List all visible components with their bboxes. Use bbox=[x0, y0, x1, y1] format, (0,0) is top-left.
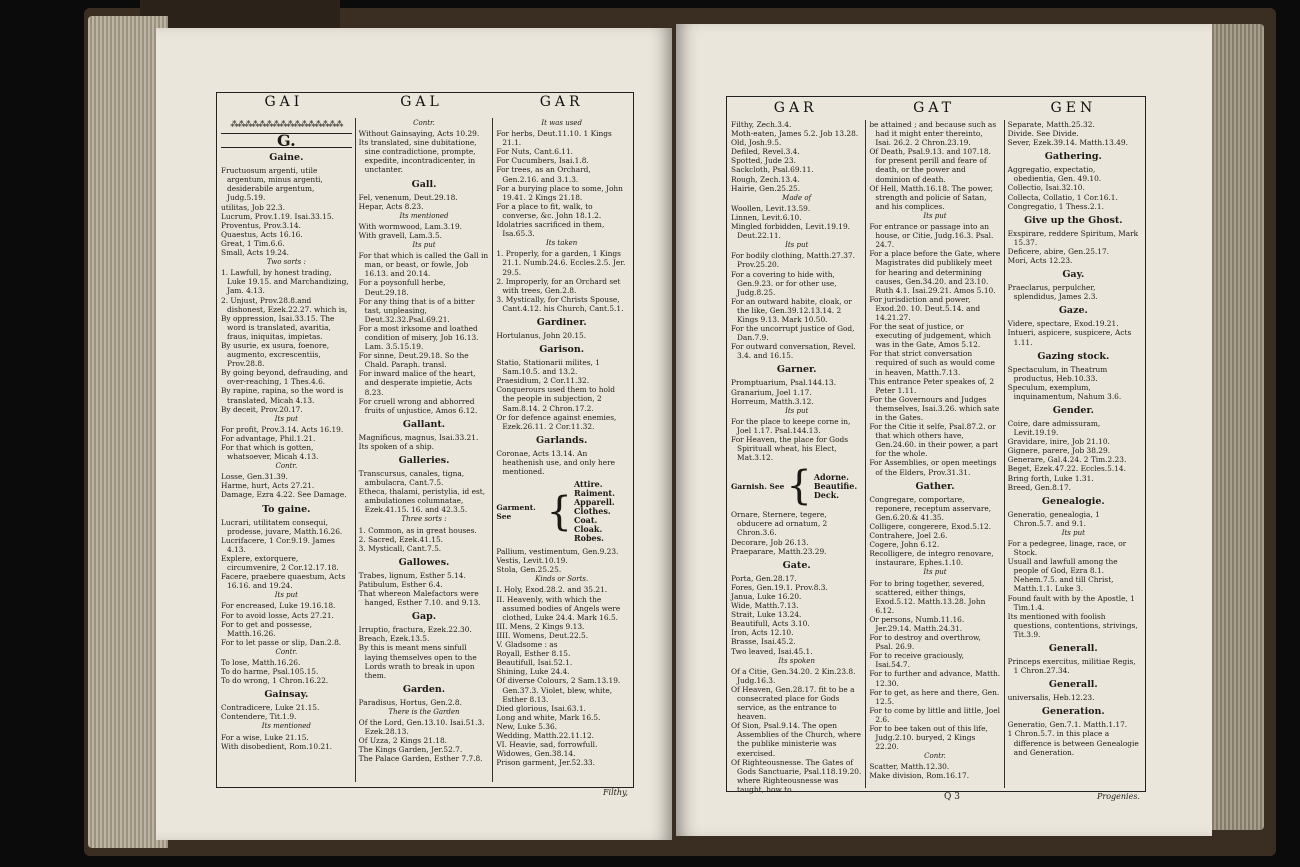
entry-line: Or persons, Numb.11.16. Jer.29.14. Matth.24.31. bbox=[869, 614, 965, 633]
entry-line: 2. Unjust, Prov.28.8.and dishonest, Ezek.22.27. which is, bbox=[221, 295, 348, 314]
entry-line: Widowes, Gen.38.14. bbox=[496, 749, 576, 759]
entry-line: For the uncorrupt justice of God, Dan.7.9. bbox=[731, 324, 855, 343]
entry-line: For outward conversation, Revel. 3.4. and 16.15. bbox=[731, 342, 856, 361]
entry-line: 2. Improperly, for an Orchard set with trees, Gen.2.8. bbox=[496, 276, 621, 295]
entry-line: For Nuts, Cant.6.11. bbox=[496, 147, 574, 157]
subheading: Its put bbox=[412, 241, 436, 250]
entry-line: Mori, Acts 12.23. bbox=[1007, 256, 1073, 266]
entry-line: Idolatries sacrificed in them, Isa.65.3. bbox=[496, 220, 605, 239]
entry-line: Lucrum, Prov.1.19. Isai.33.15. bbox=[221, 211, 334, 221]
entry-line: Breach, Ezek.13.5. bbox=[358, 634, 430, 644]
entry-line: For a burying place to some, John 19.41. 2 Kings 21.18. bbox=[496, 183, 623, 202]
entry-line: Generatio, Gen.7.1. Matth.1.17. bbox=[1007, 720, 1128, 730]
entry-line: Found fault with by the Apostle, 1 Tim.1.4. bbox=[1007, 593, 1135, 612]
right-columns bbox=[728, 120, 1142, 794]
entry-line: For to avoid losse, Acts 27.21. bbox=[221, 610, 334, 620]
entry-heading: Gaine. bbox=[269, 152, 304, 164]
entry-line: Gignere, parere, Job 38.29. bbox=[1007, 446, 1111, 456]
entry-line: Prison garment, Jer.52.33. bbox=[496, 758, 595, 768]
entry-heading: Gall. bbox=[411, 178, 437, 190]
entry-line: Of Hell, Matth.16.18. The power, strength and policie of Satan, and his complices. bbox=[869, 183, 993, 211]
entry-line: Trabes, lignum, Esther 5.14. bbox=[358, 570, 466, 580]
entry-line: 1. Properly, for a garden, 1 Kings 21.1. Numb.24.6. Eccles.2.5. Jer. 29.5. bbox=[496, 249, 626, 277]
entry-line: Explere, extorquere, circumvenire, 2 Cor.12.17.18. bbox=[221, 553, 339, 573]
left-col-2 bbox=[356, 118, 494, 782]
cross-reference-brace bbox=[496, 480, 627, 543]
entry-line: For trees, as an Orchard, Gen.2.16. and 3.1.3. bbox=[496, 165, 591, 184]
entry-line: Recolligere, de integro renovare, instaurare, Ephes.1.10. bbox=[869, 549, 994, 568]
entry-line: Hairie, Gen.25.25. bbox=[731, 183, 801, 193]
entry-line: Statio, Stationarii milites, 1 Sam.10.5. and 13.2. bbox=[496, 358, 600, 377]
entry-line: Divide. See Divide. bbox=[1007, 129, 1079, 139]
entry-line: Granarium, Joel 1.17. bbox=[731, 387, 812, 397]
section-letter: G. bbox=[221, 133, 352, 148]
entry-line: For inward malice of the heart, and desperate impietie, Acts 8.23. bbox=[358, 369, 476, 397]
entry-line: Fores, Gen.19.1. Prov.8.3. bbox=[731, 582, 828, 592]
entry-line: Praeparare, Matth.23.29. bbox=[731, 546, 827, 556]
entry-line: III. Mens, 2 Kings 9.13. bbox=[496, 621, 585, 631]
entry-line: Of Righteousnesse. The Gates of Gods Sanctuarie, Psal.118.19.20. where Righteousnesse was taught, how to bbox=[731, 757, 862, 794]
subheading: Kinds or Sorts. bbox=[535, 575, 589, 584]
subheading: It was used bbox=[541, 119, 582, 127]
entry-line: The Palace Garden, Esther 7.7.8. bbox=[358, 754, 483, 764]
entry-line: Sever, Ezek.39.14. Matth.13.49. bbox=[1007, 138, 1128, 148]
entry-line: For a pedegree, linage, race, or Stock. bbox=[1007, 539, 1127, 558]
entry-line: Beget, Ezek.47.22. Eccles.5.14. bbox=[1007, 464, 1126, 474]
entry-line: Two leaved, Isai.45.1. bbox=[731, 646, 813, 656]
subheading: Its mentioned bbox=[399, 211, 449, 220]
entry-line: Promptuarium, Psal.144.13. bbox=[731, 378, 837, 388]
entry-line: New, Luke 5.36. bbox=[496, 721, 558, 731]
subheading: Its put bbox=[785, 241, 809, 250]
entry-line: Lucrari, utilitatem consequi, prodesse, juvare, Matth.16.26. bbox=[221, 517, 343, 536]
subheading: Its put bbox=[923, 568, 947, 577]
entry-line: By this is meant mens sinfull laying themselves open to the Lords wrath to break in upon them. bbox=[358, 643, 477, 680]
entry-heading: Garison. bbox=[539, 344, 585, 356]
left-columns bbox=[218, 118, 630, 782]
entry-line: Shining, Luke 24.4. bbox=[496, 667, 570, 677]
entry-line: Proventus, Prov.3.14. bbox=[221, 220, 301, 230]
entry-line: Beautifull, Acts 3.10. bbox=[731, 619, 810, 629]
entry-line: For to get and possesse, Matth.16.26. bbox=[221, 619, 312, 638]
entry-line: Irruptio, fractura, Ezek.22.30. bbox=[358, 625, 472, 635]
entry-line: Wedding, Matth.22.11.12. bbox=[496, 730, 595, 740]
entry-line: Decorare, Job 26.13. bbox=[731, 537, 809, 547]
entry-line: Woollen, Levit.13.59. bbox=[731, 203, 811, 213]
entry-line: This entrance Peter speakes of, 2 Peter 1.11. bbox=[869, 376, 995, 395]
entry-line: Scatter, Matth.12.30. bbox=[869, 762, 950, 772]
entry-line: Hortulanus, John 20.15. bbox=[496, 330, 587, 340]
entry-heading: Give up the Ghost. bbox=[1024, 214, 1123, 226]
entry-line: For to further and advance, Matth. 12.30. bbox=[869, 669, 1001, 688]
entry-line: Harme, hurt, Acts 27.21. bbox=[221, 481, 315, 491]
entry-heading: Gate. bbox=[782, 559, 811, 571]
left-col-3 bbox=[493, 118, 630, 782]
entry-heading: Gay. bbox=[1062, 269, 1085, 281]
entry-line: Conquerours used them to hold the people in subjection, 2 Sam.8.14. 2 Chron.17.2. bbox=[496, 385, 616, 413]
subheading: Contr. bbox=[275, 647, 298, 656]
entry-line: Intueri, aspicere, suspicere, Acts 1.11. bbox=[1007, 328, 1132, 347]
entry-line: Strait, Luke 13.24. bbox=[731, 610, 802, 620]
subheading: Its put bbox=[923, 211, 947, 220]
entry-line: Mingled forbidden, Levit.19.19. Deut.22.11. bbox=[731, 222, 850, 241]
entry-heading: Gaze. bbox=[1058, 305, 1088, 317]
entry-line: Died glorious, Isai.63.1. bbox=[496, 703, 586, 713]
entry-line: Separate, Matth.25.32. bbox=[1007, 120, 1095, 129]
entry-heading: Gainsay. bbox=[264, 689, 309, 701]
entry-line: Filthy, Zech.3.4. bbox=[731, 120, 792, 129]
entry-heading: Genealogie. bbox=[1041, 495, 1105, 507]
entry-line: For Heaven, the place for Gods Spirituall wheat, his Elect, Mat.3.12. bbox=[731, 435, 849, 463]
entry-line: Ornare, Sternere, tegere, obducere ad ornatum, 2 Chron.3.6. bbox=[731, 510, 828, 538]
entry-line: Its spoken of a ship. bbox=[358, 441, 434, 451]
brace-item: Raiment. bbox=[573, 488, 615, 499]
entry-line: Pallium, vestimentum, Gen.9.23. bbox=[496, 547, 619, 557]
entry-line: 2. Sacred, Ezek.41.15. bbox=[358, 534, 444, 544]
subheading: Three sorts : bbox=[401, 515, 447, 524]
entry-line: With disobedient, Rom.10.21. bbox=[221, 741, 333, 751]
entry-line: For to come by little and little, Joel 2.6. bbox=[869, 705, 1000, 724]
entry-line: Generare, Gal.4.24. 2 Tim.2.23. bbox=[1007, 455, 1127, 465]
entry-line: For Assemblies, or open meetings of the Elders, Prov.31.31. bbox=[869, 458, 997, 477]
entry-line: For to let passe or slip, Dan.2.8. bbox=[221, 637, 342, 647]
entry-line: Praeclarus, perpulcher, splendidus, James 2.3. bbox=[1007, 283, 1098, 302]
entry-line: Wide, Matth.7.13. bbox=[731, 601, 799, 611]
page-signature: Q 3 bbox=[944, 792, 960, 802]
entry-line: For a poysonfull herbe, Deut.29.18. bbox=[358, 278, 446, 297]
entry-line: By usurie, ex usura, foenore, augmento, excrescentiis, Prov.28.8. bbox=[221, 340, 330, 369]
brace-item: Deck. bbox=[813, 489, 840, 500]
entry-line: Transcursus, canales, tigna, ambulacra, Cant.7.5. bbox=[358, 469, 465, 488]
catchword: Filthy, bbox=[602, 788, 628, 797]
entry-line: Usuall and lawfull among the people of God, Ezra 8.1. Nehem.7.5. and till Christ, Matth.1.1. Luke 3. bbox=[1007, 557, 1118, 594]
entry-heading: Garden. bbox=[402, 683, 446, 695]
running-head: GAT bbox=[913, 100, 956, 116]
entry-line: V. Gladsome : as bbox=[496, 640, 558, 650]
entry-line: For to bring together, severed, scattered, either things, Exod.5.12. Matth.13.28. John 6.12. bbox=[869, 578, 986, 615]
brace-items bbox=[574, 480, 627, 543]
entry-line: Royall, Esther 8.15. bbox=[496, 649, 571, 659]
entry-line: For to receive graciously, Isai.54.7. bbox=[869, 651, 964, 670]
entry-heading: Galleries. bbox=[398, 455, 450, 466]
entry-line: By going beyond, defrauding, and over-reaching, 1 Thes.4.6. bbox=[221, 368, 348, 387]
entry-line: Collectio, Isai.32.10. bbox=[1007, 183, 1085, 193]
entry-line: For cruell wrong and abhorred fruits of unjustice, Amos 6.12. bbox=[358, 396, 478, 415]
entry-line: Cogere, John 6.12. bbox=[869, 540, 940, 550]
entry-heading: Gather. bbox=[915, 480, 955, 492]
entry-line: utilitas, Job 22.3. bbox=[221, 202, 285, 212]
subheading: Contr. bbox=[413, 119, 435, 127]
entry-line: For to get, as here and there, Gen. 12.5. bbox=[869, 687, 1000, 706]
entry-heading: Gallowes. bbox=[398, 556, 450, 568]
entry-line: Without Gainsaying, Acts 10.29. bbox=[358, 129, 480, 139]
entry-line: Great, 1 Tim.6.6. bbox=[221, 238, 285, 248]
entry-line: Contradicere, Luke 21.15. bbox=[221, 703, 320, 713]
entry-line: Bring forth, Luke 1.31. bbox=[1007, 473, 1094, 483]
subheading: Its taken bbox=[546, 239, 578, 248]
entry-heading: Gallant. bbox=[402, 418, 446, 430]
entry-line: 1. Lawfull, by honest trading, Luke 19.15. and Marchandizing, Jam. 4.13. bbox=[221, 268, 349, 296]
entry-line: Videre, spectare, Exod.19.21. bbox=[1007, 319, 1119, 329]
brace-label: Garnish. See bbox=[731, 481, 785, 491]
entry-line: Horreum, Matth.3.12. bbox=[731, 396, 814, 406]
entry-line: Of the Lord, Gen.13.10. Isai.51.3. Ezek.28.13. bbox=[358, 717, 485, 737]
entry-line: IIII. Womens, Deut.22.5. bbox=[496, 630, 589, 640]
entry-line: Losse, Gen.31.39. bbox=[221, 472, 288, 482]
brace-item: Adorne. bbox=[813, 471, 849, 482]
entry-line: Breed, Gen.8.17. bbox=[1007, 482, 1071, 492]
subheading: Its put bbox=[274, 591, 298, 600]
entry-line: Contrahere, Joel 2.6. bbox=[869, 531, 948, 541]
subheading: Its put bbox=[785, 406, 809, 415]
entry-line: Praesidium, 2 Cor.11.32. bbox=[496, 376, 590, 386]
subheading: There is the Garden bbox=[388, 707, 460, 716]
entry-heading: Garner. bbox=[776, 364, 817, 376]
entry-line: Long and white, Mark 16.5. bbox=[496, 712, 601, 722]
entry-line: universalis, Heb.12.23. bbox=[1007, 693, 1095, 703]
entry-line: Small, Acts 19.24. bbox=[221, 248, 289, 258]
entry-line: For advantage, Phil.1.21. bbox=[221, 433, 316, 443]
entry-line: I. Holy, Exod.28.2. and 35.21. bbox=[496, 585, 608, 595]
entry-heading: Garlands. bbox=[536, 434, 588, 446]
entry-line: II. Heavenly, with which the assumed bodies of Angels were clothed, Luke 24.4. Mark 16.5. bbox=[496, 594, 621, 622]
entry-line: Deficere, abire, Gen.25.17. bbox=[1007, 246, 1110, 256]
entry-line: 1. Common, as in great houses. bbox=[358, 525, 477, 535]
entry-line: For the Governours and Judges themselves, Isai.3.26. which sate in the Gates. bbox=[869, 394, 1000, 422]
entry-line: Lucrifacere, 1 Cor.9.19. James 4.13. bbox=[221, 535, 335, 554]
entry-line: For an outward habite, cloak, or the like, Gen.39.12.13.14. 2 Kings 9.13. Mark 10.50. bbox=[731, 296, 852, 324]
entry-line: Contendere, Tit.1.9. bbox=[221, 712, 297, 722]
entry-line: Fructuosum argenti, utile argentum, minus argenti, desiderabile argentum, Judg.5.19. bbox=[221, 166, 323, 203]
right-col-1 bbox=[728, 120, 866, 794]
brace-item: Apparell. bbox=[573, 497, 615, 508]
entry-line: Beautifull, Isai.52.1. bbox=[496, 658, 573, 668]
entry-line: For herbs, Deut.11.10. 1 Kings 21.1. bbox=[496, 129, 612, 148]
entry-line: For Cucumbers, Isai.1.8. bbox=[496, 156, 589, 166]
entry-line: For to bee taken out of this life, Judg.2.10. buryed, 2 Kings 22.20. bbox=[869, 724, 988, 752]
entry-line: For a covering to hide with, Gen.9.23. or for other use, Judg.8.25. bbox=[731, 269, 837, 297]
entry-heading: Gender. bbox=[1052, 404, 1094, 416]
entry-line: The Kings Garden, Jer.52.7. bbox=[358, 745, 463, 755]
entry-line: For any thing that is of a bitter tast, unpleasing, Deut.32.32.Psal.69.21. bbox=[358, 296, 475, 324]
entry-line: Aggregatio, expectatio, obedientia, Gen. 49.10. bbox=[1007, 165, 1102, 184]
entry-line: For encreased, Luke 19.16.18. bbox=[221, 601, 336, 611]
entry-line: Magnificus, magnus, Isai.33.21. bbox=[358, 432, 479, 442]
entry-line: Stola, Gen.25.25. bbox=[496, 565, 562, 575]
entry-line: Etheca, thalami, peristylia, id est, ambulationes columnatae, Ezek.41.15. 16. and 42.3.5. bbox=[358, 487, 486, 515]
subheading: Its mentioned bbox=[261, 722, 311, 731]
entry-line: Facere, praebere quaestum, Acts 16.16. and 19.24. bbox=[221, 572, 346, 591]
entry-heading: Generation. bbox=[1041, 706, 1105, 718]
entry-line: 3. Mystically, for Christs Spouse, Cant.4.12. his Church, Cant.5.1. bbox=[496, 294, 624, 313]
entry-line: Iron, Acts 12.10. bbox=[731, 628, 794, 638]
entry-line: For bodily clothing, Matth.27.37. Prov.25.20. bbox=[731, 251, 855, 270]
right-col-2 bbox=[866, 120, 1004, 788]
entry-line: 1 Chron.5.7. in this place a difference is between Genealogie and Generation. bbox=[1007, 729, 1139, 757]
entry-line: To lose, Matth.16.26. bbox=[221, 657, 301, 667]
running-head: GEN bbox=[1050, 100, 1097, 116]
entry-line: For the seat of justice, or executing of judgement, which was in the Gate, Amos 5.12. bbox=[869, 322, 991, 350]
entry-line: 3. Mysticall, Cant.7.5. bbox=[358, 543, 442, 553]
entry-line: Rough, Zech.13.4. bbox=[731, 174, 800, 184]
entry-heading: Gazing stock. bbox=[1037, 350, 1110, 362]
entry-line: Its translated, sine dubitatione, sine contradictione, prompte, expedite, incontradicenter, in unctanter. bbox=[358, 138, 477, 175]
entry-line: For to destroy and overthrow, Psal. 26.9. bbox=[869, 633, 981, 652]
entry-line: For jurisdiction and power, Exod.20. 10. Deut.5.14. and 14.21.27. bbox=[869, 294, 981, 322]
entry-line: Vestis, Levit.10.19. bbox=[496, 556, 568, 566]
running-head: GAR bbox=[539, 94, 584, 110]
brace-item: Clothes. Coat. bbox=[573, 506, 611, 526]
right-col-3 bbox=[1005, 120, 1142, 788]
entry-line: Speculum, exemplum, inquinamentum, Nahum 3.6. bbox=[1007, 382, 1122, 401]
entry-line: Moth-eaten, James 5.2. Job 13.28. bbox=[731, 129, 859, 139]
subheading: Two sorts : bbox=[266, 258, 306, 267]
entry-line: For a place to fit, walk, to converse, &c. John 18.1.2. bbox=[496, 201, 602, 220]
entry-line: To do wrong, 1 Chron.16.22. bbox=[221, 676, 329, 686]
entry-line: Make division, Rom.16.17. bbox=[869, 771, 970, 781]
entry-line: Quaestus, Acts 16.16. bbox=[221, 229, 303, 239]
subheading: Made of bbox=[782, 193, 812, 202]
entry-line: Spotted, Jude 23. bbox=[731, 156, 796, 166]
entry-line: Linnen, Levit.6.10. bbox=[731, 212, 802, 222]
entry-line: Fel, venenum, Deut.29.18. bbox=[358, 192, 458, 202]
right-running-heads bbox=[726, 100, 1144, 116]
entry-line: Damage, Ezra 4.22. See Damage. bbox=[221, 490, 347, 500]
brace-item: Beautifie. bbox=[813, 480, 858, 491]
entry-line: be attained ; and because such as had it might enter thereinto, Isai. 26.2. 2 Chron.23.19. bbox=[869, 120, 997, 148]
entry-line: By deceit, Prov.20.17. bbox=[221, 404, 303, 414]
entry-line: Exspirare, reddere Spiritum, Mark 15.37. bbox=[1007, 228, 1139, 247]
entry-line: Congregare, comportare, reponere, receptum asservare, Gen.6.20.& 41.35. bbox=[869, 494, 992, 522]
entry-line: Paradisus, Hortus, Gen.2.8. bbox=[358, 697, 462, 707]
left-running-heads bbox=[216, 94, 632, 110]
entry-line: Coire, dare admissuram, Levit.19.19. bbox=[1007, 418, 1101, 438]
entry-line: With gravell, Lam.3.5. bbox=[358, 230, 443, 240]
entry-line: Sackcloth, Psal.69.11. bbox=[731, 165, 814, 175]
entry-line: Brasse, Isai.45.2. bbox=[731, 637, 796, 647]
entry-line: For a place before the Gate, where Magistrates did publikely meet for hearing and determining causes, Gen.34.20. and 23.10. Ruth 4.1. Isai.29.21. Amos 5.10. bbox=[869, 249, 1001, 295]
entry-line: Janua, Luke 16.20. bbox=[731, 591, 802, 601]
catchword: Progenies. bbox=[1097, 792, 1140, 801]
entry-line: Of Death, Psal.9.13. and 107.18. for present perill and feare of death, or the power and dominion of death. bbox=[869, 147, 991, 184]
subheading: Its put bbox=[1061, 528, 1085, 537]
entry-line: Of Sion, Psal.9.14. The open Assemblies of the Church, where the publike ministerie was exercised. bbox=[731, 721, 861, 758]
entry-heading: Gardiner. bbox=[536, 316, 587, 328]
entry-line: For a most irksome and loathed condition of misery, Job 16.13. Lam. 3.5.15.19. bbox=[358, 323, 479, 352]
entry-heading: Gathering. bbox=[1044, 151, 1102, 163]
brace-item: Cloak. Robes. bbox=[573, 524, 604, 544]
entry-line: Of Uzza, 2 Kings 21.18. bbox=[358, 736, 448, 746]
entry-line: Or for defence against enemies, Ezek.26.11. 2 Cor.11.32. bbox=[496, 412, 617, 431]
entry-line: For that which is gotten, whatsoever, Micah 4.13. bbox=[221, 443, 319, 462]
running-head: GAI bbox=[264, 94, 304, 110]
entry-heading: Gap. bbox=[411, 611, 437, 623]
entry-line: For the place to keepe corne in, Joel 1.17. Psal.144.13. bbox=[731, 416, 851, 435]
entry-line: Coronae, Acts 13.14. An heathenish use, and only here mentioned. bbox=[496, 448, 616, 476]
entry-line: By rapine, rapina, so the word is translated, Micah 4.13. bbox=[221, 386, 344, 405]
brace-glyph: { bbox=[786, 463, 812, 510]
entry-line: To do harme, Psal.105.15. bbox=[221, 667, 319, 677]
running-head: GAL bbox=[400, 94, 443, 110]
entry-line: Of Heaven, Gen.28.17. fit to be a consecrated place for Gods service, as the entrance to heaven. bbox=[731, 684, 855, 722]
entry-line: Spectaculum, in Theatrum productus, Heb.10.33. bbox=[1007, 364, 1108, 383]
subheading: Its spoken bbox=[778, 656, 815, 665]
entry-line: For entrance or passage into an house, or Citie, Judg.16.3. Psal. 24.7. bbox=[869, 222, 994, 250]
brace-items bbox=[814, 473, 857, 500]
right-page bbox=[676, 24, 1212, 836]
entry-line: Patibulum, Esther 6.4. bbox=[358, 579, 443, 589]
subheading: Contr. bbox=[924, 752, 946, 761]
entry-line: For sinne, Deut.29.18. So the Chald. Paraph. transl. bbox=[358, 351, 469, 370]
entry-line: Princeps exercitus, militiae Regis, 1 Chron.27.34. bbox=[1007, 657, 1136, 676]
entry-line: Generatio, genealogia, 1 Chron.5.7. and 9.1. bbox=[1007, 509, 1100, 528]
left-page bbox=[156, 28, 672, 840]
entry-heading: To gaine. bbox=[262, 503, 311, 515]
entry-line: For profit, Prov.3.14. Acts 16.19. bbox=[221, 424, 344, 434]
entry-line: For that strict conversation required of such as would come in heaven, Matth.7.13. bbox=[869, 349, 995, 377]
entry-line: Colligere, congerere, Exod.5.12. bbox=[869, 521, 992, 531]
entry-line: Hepar, Acts 8.23. bbox=[358, 201, 424, 211]
entry-line: For that which is called the Gall in man, or beast, or fowle, Job 16.13. and 20.14. bbox=[358, 251, 489, 279]
entry-line: For a wise, Luke 21.15. bbox=[221, 732, 309, 742]
entry-line: Collecta, Collatio, 1 Cor.16.1. bbox=[1007, 192, 1118, 202]
entry-line: By oppression, Isai.33.15. The word is translated, avaritia, fraus, iniquitas, impietas. bbox=[221, 313, 335, 341]
brace-glyph: { bbox=[546, 488, 572, 535]
subheading: Its put bbox=[274, 414, 298, 423]
ornament-band: ⁂⁂⁂⁂⁂⁂⁂⁂⁂⁂⁂⁂⁂⁂⁂⁂ bbox=[230, 120, 343, 129]
subheading: Contr. bbox=[275, 462, 298, 471]
entry-line: For the Citie it selfe, Psal.87.2. or that which others have, Gen.24.60. in their power, a part for the whole. bbox=[869, 422, 999, 459]
entry-heading: Generall. bbox=[1048, 679, 1098, 691]
left-col-1 bbox=[218, 118, 356, 782]
cross-reference-brace bbox=[731, 463, 862, 510]
entry-line: Porta, Gen.28.17. bbox=[731, 573, 797, 583]
entry-line: Its mentioned with foolish questions, contentions, strivings, Tit.3.9. bbox=[1007, 611, 1138, 639]
entry-line: Of diverse Colours, 2 Sam.13.19. Gen.37.3. Violet, blew, white, Esther 8.13. bbox=[496, 676, 621, 704]
entry-line: VI. Heavie, sad, forrowfull. bbox=[496, 740, 598, 750]
brace-label: Garment. See bbox=[496, 502, 536, 521]
brace-item: Attire. bbox=[573, 479, 603, 490]
entry-heading: Generall. bbox=[1048, 643, 1098, 655]
entry-line: Of a Citie, Gen.34.20. 2 Kin.23.8. Judg.16.3. bbox=[731, 666, 856, 685]
entry-line: With wormwood, Lam.3.19. bbox=[358, 221, 463, 231]
entry-line: Gravidare, inire, Job 21.10. bbox=[1007, 437, 1110, 447]
running-head: GAR bbox=[773, 100, 818, 116]
entry-line: Defiled, Revel.3.4. bbox=[731, 147, 800, 157]
entry-line: Old, Josh.9.5. bbox=[731, 138, 782, 148]
entry-line: Congregatio, 1 Thess.2.1. bbox=[1007, 201, 1104, 211]
entry-line: That whereon Malefactors were hanged, Esther 7.10. and 9.13. bbox=[358, 589, 481, 608]
